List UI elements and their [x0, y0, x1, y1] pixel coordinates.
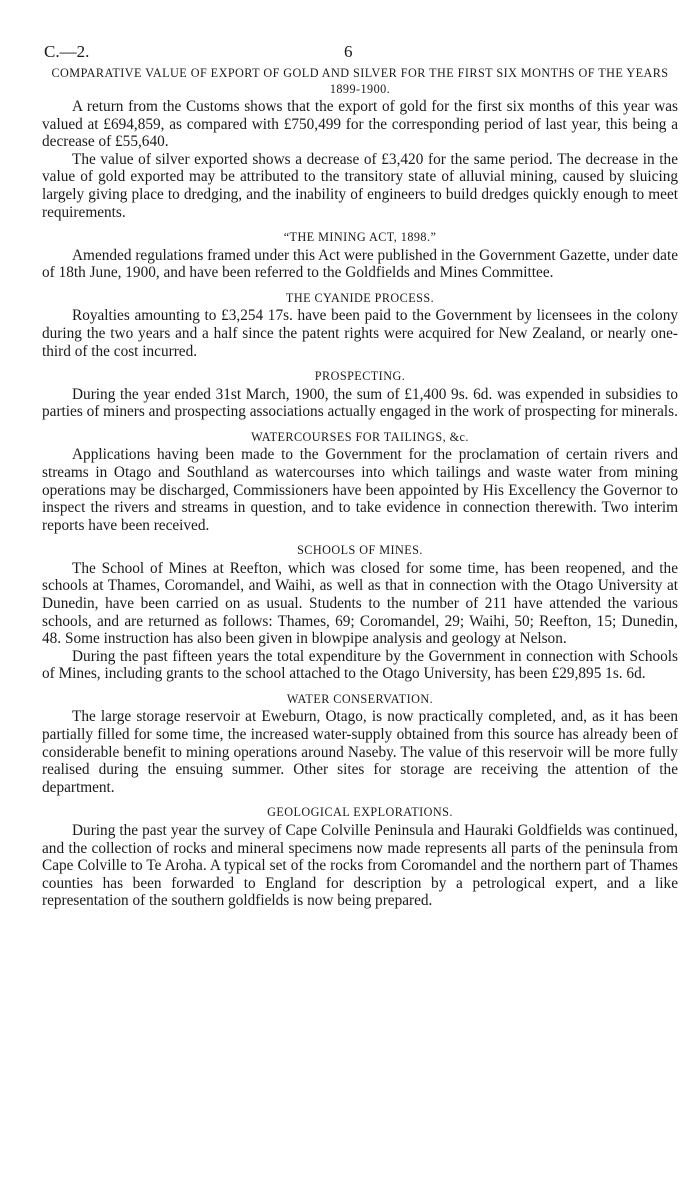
page-id: C.—2. [44, 42, 90, 61]
paragraph: During the past year the survey of Cape Colville Peninsula and Hauraki Goldfields was continued, and the collection of rocks and mineral specimens now made represents all parts of the peninsula from Cape Colville to Te Aroha. A typical set of the rocks from Coromandel and the northern part of Thames counties has been forwarded to England for description by a petrological expert, and a like representation of the southern goldfields is now being prepared. [42, 821, 678, 910]
paragraph: During the past fifteen years the total expenditure by the Government in connection with Schools of Mines, including grants to the school attached to the Otago University, has been £29,895 1s. 6d. [42, 647, 678, 683]
paragraph: The value of silver exported shows a decrease of £3,420 for the same period. The decrease in the value of gold exported may be attributed to the transitory state of alluvial mining, caused by sluicing largely giving place to dredging, and the inability of engineers to build dredges quickly enough to meet requirements. [42, 150, 678, 221]
section-heading-watercourses: WATERCOURSES FOR TAILINGS, &c. [251, 429, 469, 444]
section-heading-gold-silver-export: COMPARATIVE VALUE OF EXPORT OF GOLD AND SILVER FOR THE FIRST SIX MONTHS OF THE YEARS 1899-1900. [51, 66, 669, 96]
section-heading-water-conservation: WATER CONSERVATION. [286, 691, 434, 706]
section-heading-cyanide-process: THE CYANIDE PROCESS. [285, 290, 435, 305]
section-heading-schools-of-mines: SCHOOLS OF MINES. [297, 543, 423, 558]
paragraph: The School of Mines at Reefton, which was closed for some time, has been reopened, and the schools at Thames, Coromandel, and Waihi, as well as that in connection with the Otago University at Dunedin, have been carried on as usual. Students to the number of 211 have attended the various schools, and are returned as follows: Thames, 69; Coromandel, 29; Waihi, 50; Reefton, 15; Dunedin, 48. Some instruction has also been given in blowpipe analysis and geology at Nelson. [42, 559, 678, 648]
paragraph: The large storage reservoir at Eweburn, Otago, is now practically completed, and, as it has been partially filled for some time, the increased water-supply obtained from this source has already been of considerable benefit to mining operations around Naseby. The value of this reservoir will be more fully realised during the ensuing summer. Other sites for storage are receiving the attention of the department. [42, 708, 678, 796]
section-heading-mining-act: “THE MINING ACT, 1898.” [283, 230, 437, 245]
paragraph: During the year ended 31st March, 1900, the sum of £1,400 9s. 6d. was expended in subsidies to parties of miners and prospecting associations actually engaged in the work of prospecting for minerals. [42, 385, 678, 421]
paragraph: Applications having been made to the Government for the proclamation of certain rivers and streams in Otago and Southland as watercourses into which tailings and waste water from mining operations may be discharged, Commissioners have been appointed by His Excellency the Governor to inspect the rivers and streams in question, and to take evidence in connection therewith. Two interim reports have been received. [42, 446, 678, 534]
page-number: 6 [344, 42, 353, 61]
section-heading-geological-explorations: GEOLOGICAL EXPLORATIONS. [267, 805, 453, 820]
section-heading-prospecting: PROSPECTING. [314, 369, 406, 384]
paragraph: Royalties amounting to £3,254 17s. have been paid to the Government by licensees in the colony during the two years and a half since the patent rights were acquired for New Zealand, or nearly one-third of the cost incurred. [42, 307, 678, 360]
paragraph: Amended regulations framed under this Act were published in the Government Gazette, under date of 18th June, 1900, and have been referred to the Goldfields and Mines Committee. [42, 246, 678, 282]
running-head [44, 42, 664, 64]
paragraph: A return from the Customs shows that the export of gold for the first six months of this year was valued at £694,859, as compared with £750,499 for the corresponding period of last year, this being a decrease of £55,640. [42, 98, 678, 151]
body-text [42, 66, 678, 910]
